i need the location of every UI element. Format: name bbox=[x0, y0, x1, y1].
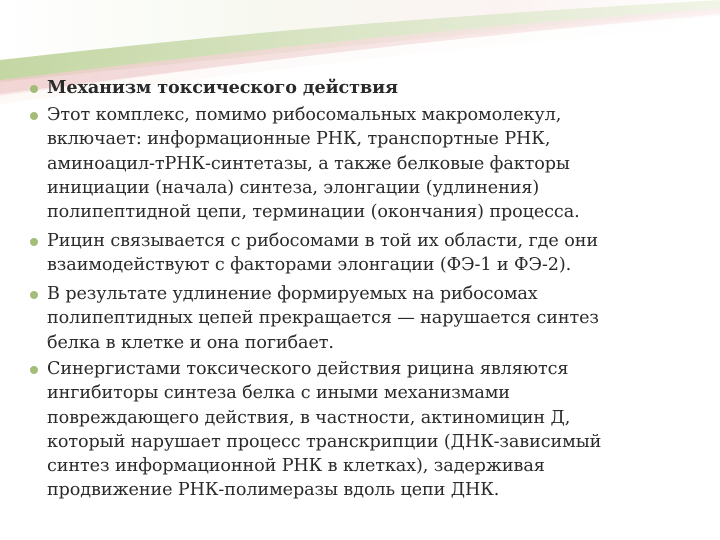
bullet-dot-icon bbox=[30, 366, 38, 374]
bullet-text-heading: Механизм токсического действия bbox=[47, 77, 398, 98]
bullet-dot-icon bbox=[30, 238, 38, 246]
bullet-text: В результате удлинение формируемых на рибосомах полипептидных цепей прекращается — нарушается синтез белка в клетке и она погибает. bbox=[47, 284, 599, 353]
bullet-item bbox=[47, 282, 677, 355]
bullet-text: Синергистами токсического действия рицина являются ингибиторы синтеза белка с иными механизмами повреждающего действия, в частности, актиномицин Д, который нарушает процесс транскрипции (ДНК-зависимый синтез информационной РНК в клетках), задерживая продвижение РНК-полимеразы вдоль цепи ДНК. bbox=[47, 359, 602, 501]
bullet-item bbox=[47, 229, 677, 278]
bullet-text: Рицин связывается с рибосомами в той их области, где они взаимодействуют с факторами элонгации (ФЭ-1 и ФЭ-2). bbox=[47, 231, 598, 276]
bullet-item bbox=[47, 357, 677, 503]
bullet-dot-icon bbox=[30, 112, 38, 120]
bullet-item bbox=[47, 103, 677, 224]
bullet-text: Этот комплекс, помимо рибосомальных макромолекул, включает: информационные РНК, транспортные РНК, аминоацил-тРНК-синтетазы, а также белковые факторы инициации (начала) синтеза, элонгации (удлинения) полипептидной цепи, терминации (окончания) процесса. bbox=[47, 105, 580, 223]
bullet-item bbox=[47, 76, 677, 100]
bullet-dot-icon bbox=[30, 291, 38, 299]
bullet-dot-icon bbox=[30, 85, 38, 93]
